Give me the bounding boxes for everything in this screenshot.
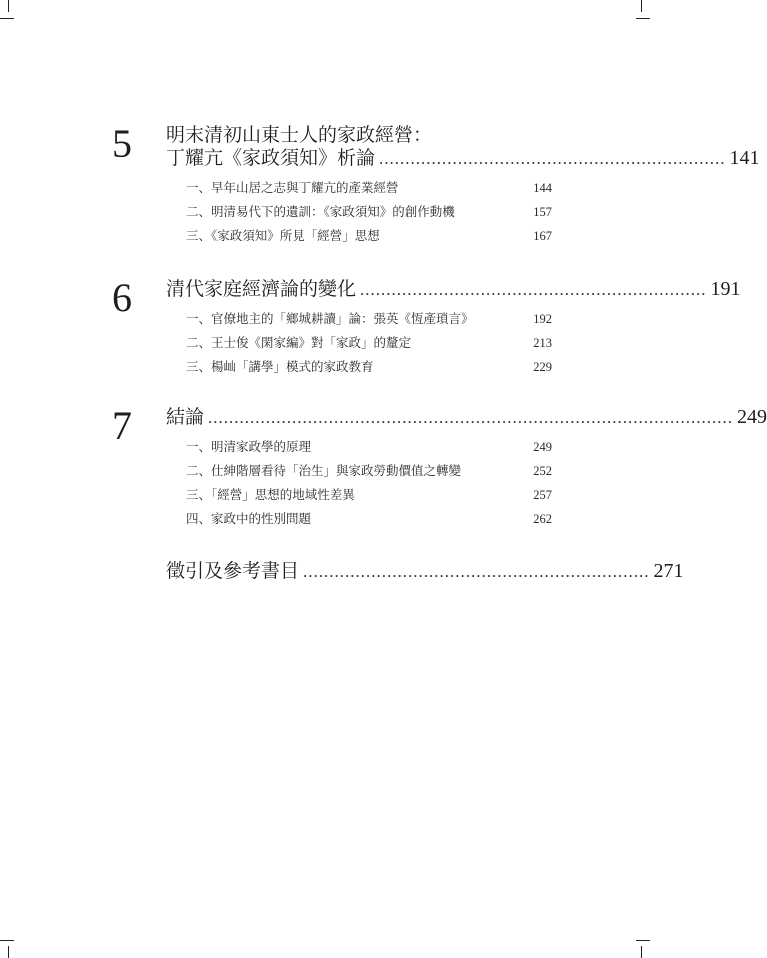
chapter-title-text: 清代家庭經濟論的變化 [166, 278, 357, 300]
section-label: 二、王士俊《閑家編》對「家政」的釐定 [186, 335, 412, 350]
section-page: 144 [533, 181, 552, 195]
section-entry[interactable] [166, 200, 552, 224]
leader-dots: .................................................................. [303, 562, 650, 581]
chapter-page: 249 [737, 406, 767, 428]
section-entry[interactable] [166, 224, 552, 248]
crop-mark-top-right [641, 0, 642, 12]
section-label: 四、家政中的性別問題 [186, 511, 312, 526]
crop-mark-top-right-h [636, 18, 650, 19]
chapter-body [166, 124, 760, 248]
section-page: 229 [533, 360, 552, 374]
bibliography-body [166, 560, 684, 583]
section-label: 三、《家政須知》所見「經營」思想 [186, 228, 380, 243]
chapter-number: 5 [112, 121, 132, 166]
chapter-body [166, 406, 767, 531]
section-page: 252 [533, 464, 552, 478]
section-list [166, 307, 552, 379]
crop-mark-bottom-left [8, 946, 9, 958]
section-page: 262 [533, 512, 552, 526]
chapter-number: 7 [112, 403, 132, 448]
crop-mark-bottom-right-h [636, 940, 650, 941]
section-entry[interactable] [166, 176, 552, 200]
section-page: 257 [533, 488, 552, 502]
section-label: 三、楊屾「講學」模式的家政教育 [186, 359, 374, 374]
section-page: 157 [533, 205, 552, 219]
chapter-title-line1[interactable] [166, 124, 552, 147]
chapter-title-text: 丁耀亢《家政須知》析論 [166, 147, 376, 169]
leader-dots: .................................................................................................... [208, 408, 734, 427]
section-entry[interactable] [166, 507, 552, 531]
chapter-number: 6 [112, 275, 132, 320]
section-label: 二、明清易代下的遺訓：《家政須知》的創作動機 [186, 204, 455, 219]
chapter-body [166, 278, 741, 379]
section-entry[interactable] [166, 331, 552, 355]
section-list [166, 176, 552, 248]
chapter-title-text: 結論 [166, 406, 205, 428]
section-entry[interactable] [166, 355, 552, 379]
bibliography-title-line[interactable] [166, 560, 684, 583]
chapter-title-line[interactable] [166, 278, 741, 301]
leader-dots: .................................................................. [379, 149, 726, 168]
section-label: 一、早年山居之志與丁耀亢的產業經營 [186, 180, 399, 195]
section-page: 213 [533, 336, 552, 350]
chapter-page: 141 [729, 147, 760, 169]
section-entry[interactable] [166, 307, 552, 331]
section-page: 167 [533, 229, 552, 243]
section-label: 一、官僚地主的「鄉城耕讀」論：張英《恆產瑣言》 [186, 311, 474, 326]
section-page: 249 [533, 440, 552, 454]
crop-mark-top-left [8, 0, 9, 12]
section-list [166, 435, 552, 531]
chapter-page: 191 [710, 278, 741, 300]
section-page: 192 [533, 312, 552, 326]
chapter-title-text: 明末清初山東士人的家政經營： [166, 124, 433, 146]
section-entry[interactable] [166, 459, 552, 483]
chapter-title-line[interactable] [166, 406, 767, 429]
section-label: 一、明清家政學的原理 [186, 439, 312, 454]
crop-mark-top-left-h [0, 18, 14, 19]
section-label: 二、仕紳階層看待「治生」與家政勞動價值之轉變 [186, 463, 462, 478]
crop-mark-bottom-right [641, 946, 642, 958]
chapter-title-line2[interactable] [166, 147, 760, 170]
section-entry[interactable] [166, 435, 552, 459]
crop-mark-bottom-left-h [0, 940, 14, 941]
section-entry[interactable] [166, 483, 552, 507]
section-label: 三、「經營」思想的地域性差異 [186, 487, 355, 502]
bibliography-page: 271 [653, 560, 684, 582]
leader-dots: .................................................................. [360, 280, 707, 299]
bibliography-title: 徵引及參考書目 [166, 560, 300, 582]
